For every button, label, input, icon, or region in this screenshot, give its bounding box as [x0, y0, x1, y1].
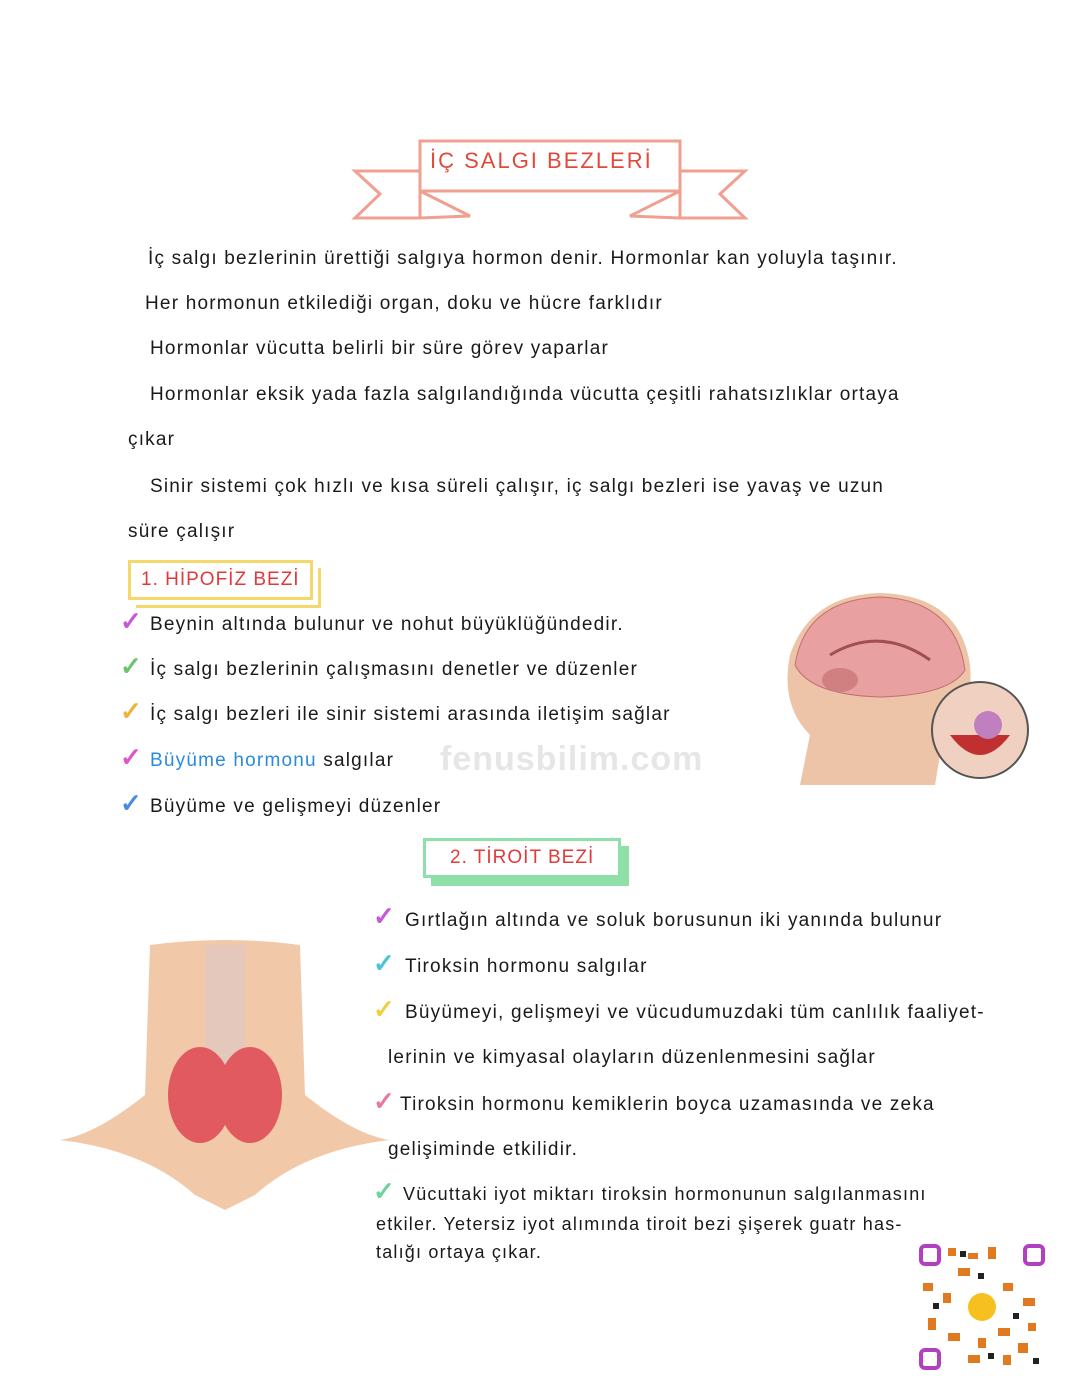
section-heading-tiroit: 2. TİROİT BEZİ: [423, 838, 621, 878]
list-item: [150, 750, 394, 772]
check-icon: ✓: [120, 606, 142, 636]
check-icon: ✓: [120, 651, 142, 681]
item-text: salgılar: [323, 750, 395, 771]
intro-line: süre çalışır: [128, 521, 236, 542]
intro-line: çıkar: [128, 429, 176, 450]
list-item: Gırtlağın altında ve soluk borusunun iki yanında bulunur: [405, 910, 943, 931]
list-item-continuation: talığı ortaya çıkar.: [376, 1242, 543, 1262]
check-icon: ✓: [373, 1086, 395, 1116]
check-icon: ✓: [373, 948, 395, 978]
brain-illustration: [770, 585, 1035, 790]
highlight-text: Büyüme hormonu: [150, 750, 317, 771]
intro-line: Hormonlar eksik yada fazla salgılandığında vücutta çeşitli rahatsızlıklar ortaya: [150, 384, 900, 405]
intro-line: Hormonlar vücutta belirli bir süre görev yaparlar: [150, 338, 610, 359]
watermark: fenusbilim.com: [440, 740, 704, 778]
intro-line: Her hormonun etkilediği organ, doku ve hücre farklıdır: [145, 293, 663, 314]
list-item-continuation: lerinin ve kimyasal olayların düzenlenmesini sağlar: [388, 1047, 876, 1068]
list-item: Büyümeyi, gelişmeyi ve vücudumuzdaki tüm canlılık faaliyet-: [405, 1002, 985, 1023]
qr-code[interactable]: [918, 1243, 1046, 1371]
check-icon: ✓: [373, 994, 395, 1024]
list-item: Beynin altında bulunur ve nohut büyüklüğündedir.: [150, 614, 624, 635]
list-item-continuation: gelişiminde etkilidir.: [388, 1139, 579, 1160]
section-heading-hipofiz: 1. HİPOFİZ BEZİ: [128, 560, 313, 600]
check-icon: ✓: [120, 742, 142, 772]
check-icon: ✓: [373, 1176, 395, 1206]
intro-line: Sinir sistemi çok hızlı ve kısa süreli çalışır, iç salgı bezleri ise yavaş ve uzun: [150, 476, 885, 497]
list-item: Tiroksin hormonu salgılar: [405, 956, 648, 977]
intro-line: İç salgı bezlerinin ürettiği salgıya hormon denir. Hormonlar kan yoluyla taşınır.: [148, 248, 898, 269]
check-icon: ✓: [373, 901, 395, 931]
list-item: Tiroksin hormonu kemiklerin boyca uzamasında ve zeka: [400, 1094, 935, 1115]
list-item-continuation: etkiler. Yetersiz iyot alımında tiroit bezi şişerek guatr has-: [376, 1214, 903, 1234]
list-item: Vücuttaki iyot miktarı tiroksin hormonunun salgılanmasını: [403, 1184, 927, 1204]
list-item: İç salgı bezlerinin çalışmasını denetler ve düzenler: [150, 659, 639, 680]
list-item: Büyüme ve gelişmeyi düzenler: [150, 796, 442, 817]
thyroid-illustration: [55, 935, 395, 1215]
check-icon: ✓: [120, 788, 142, 818]
list-item: İç salgı bezleri ile sinir sistemi arasında iletişim sağlar: [150, 704, 671, 725]
check-icon: ✓: [120, 696, 142, 726]
page-title: İÇ SALGI BEZLERİ: [430, 148, 653, 173]
